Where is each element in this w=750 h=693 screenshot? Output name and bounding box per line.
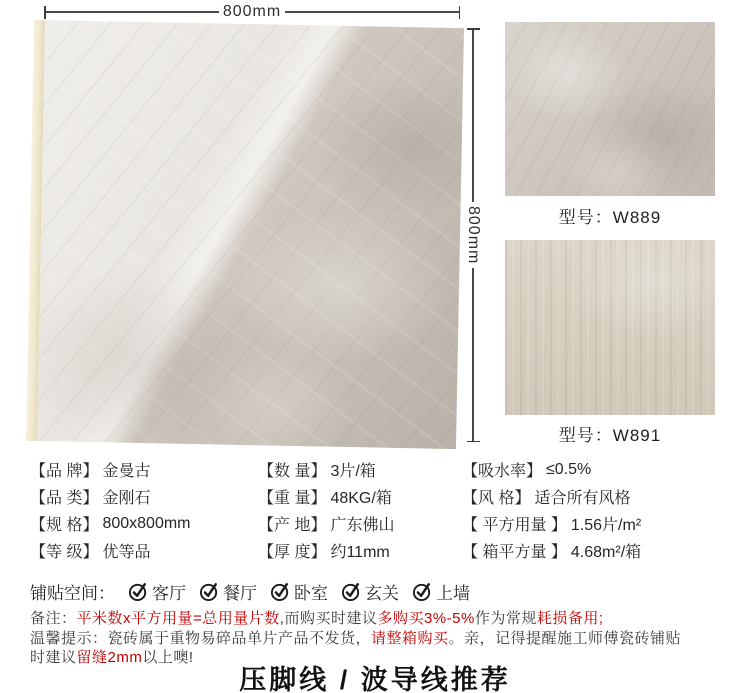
section-title-skirting-recommendation: 压脚线 / 波导线推荐 (239, 665, 511, 693)
width-dimension (44, 4, 460, 20)
dimension-line (472, 30, 474, 202)
spec-row-weight (258, 483, 462, 510)
dimension-tick (459, 6, 461, 19)
check-icon (270, 581, 291, 602)
spec-value: 3片/箱 (330, 463, 376, 480)
spec-value: 4.68m²/箱 (570, 544, 642, 561)
spec-row-quantity (258, 456, 462, 483)
spec-value: 金刚石 (102, 490, 151, 507)
width-dimension-label: 800mm (222, 3, 282, 20)
height-dimension-label: 800mm (465, 205, 482, 265)
space-item-bedroom (270, 579, 328, 604)
spec-label: 【重 量】 (258, 490, 327, 507)
note-text: 备注： (30, 610, 77, 627)
spec-label: 【厚 度】 (258, 544, 327, 561)
spec-value: 1.56片/m² (570, 517, 642, 534)
note-text: 以上噢! (142, 649, 194, 666)
spec-label: 【 箱平方量 】 (462, 544, 567, 561)
spec-column (258, 456, 462, 564)
spec-column (462, 456, 740, 564)
application-spaces-row (30, 579, 470, 603)
spec-label: 【风 格】 (462, 490, 531, 507)
spec-label: 【吸水率】 (462, 463, 543, 480)
note-text-highlight: 留缝2mm (76, 649, 143, 666)
spec-value: 800x800mm (102, 514, 191, 532)
spec-label: 【等 级】 (30, 544, 99, 561)
note-text-highlight: 请整箱购买 (371, 629, 449, 647)
spec-value: ≤0.5% (546, 460, 592, 478)
space-item-entryway (341, 579, 399, 604)
spec-value: 约11mm (330, 544, 390, 561)
spec-row-absorption (462, 456, 740, 483)
spec-row-thickness (258, 537, 462, 564)
note-text-highlight: 平米数x平方用量=总用量片数 (76, 610, 280, 627)
spec-row-brand (30, 456, 258, 483)
tile-marble-surface (37, 20, 464, 449)
space-label: 玄关 (365, 583, 399, 603)
spec-row-grade (30, 537, 258, 564)
spec-table (30, 456, 740, 564)
spec-label: 【数 量】 (258, 463, 327, 480)
spec-value: 适合所有风格 (534, 490, 631, 507)
note-text-highlight: 耗损备用; (536, 610, 604, 627)
height-dimension (464, 28, 482, 442)
spec-label: 【品 类】 (30, 490, 99, 507)
note-text: 。亲，记得提醒施工师傅瓷砖铺贴 (448, 629, 682, 647)
check-icon (128, 581, 149, 602)
space-item-wall (412, 579, 470, 604)
spec-row-size (30, 510, 258, 537)
spec-label: 【产 地】 (258, 517, 327, 534)
note-text: 温馨提示：瓷砖属于重物易碎品单片产品不发货， (30, 629, 372, 647)
spec-value: 优等品 (102, 544, 151, 561)
dimension-line (46, 11, 219, 13)
check-icon (341, 581, 362, 602)
spec-value: 广东佛山 (330, 517, 395, 534)
check-icon (412, 581, 433, 602)
note-text: 时建议 (30, 649, 77, 666)
space-label: 餐厅 (223, 583, 257, 603)
spaces-label: 铺贴空间： (30, 583, 115, 603)
space-label: 上墙 (436, 583, 470, 603)
sample-tile-w891 (505, 240, 715, 415)
check-icon (199, 581, 220, 602)
note-line-2 (30, 629, 740, 649)
space-item-dining-room (199, 579, 257, 604)
note-text: ,而购买时建议 (279, 610, 378, 627)
space-item-living-room (128, 579, 186, 604)
note-line-1 (30, 609, 740, 629)
spec-row-category (30, 483, 258, 510)
spec-value: 金曼古 (102, 463, 151, 480)
note-text: 作为常规 (474, 610, 537, 627)
sample-model-label: 型号：W891 (558, 426, 662, 445)
space-label: 客厅 (152, 583, 186, 603)
sample-model-label: 型号：W889 (558, 208, 662, 227)
spec-column (30, 456, 258, 564)
spec-row-sqm-per-box (462, 537, 740, 564)
spec-value: 48KG/箱 (330, 490, 392, 507)
spec-label: 【规 格】 (30, 517, 99, 534)
space-label: 卧室 (294, 583, 328, 603)
spec-label: 【 平方用量 】 (462, 517, 567, 534)
note-text-highlight: 多购买3%-5% (377, 610, 475, 627)
dimension-tick (467, 441, 480, 443)
spec-label: 【品 牌】 (30, 463, 99, 480)
spec-row-origin (258, 510, 462, 537)
dimension-line (472, 268, 474, 440)
sample-tile-w889 (505, 22, 715, 196)
spec-row-style (462, 483, 740, 510)
spec-row-tiles-per-sqm (462, 510, 740, 537)
dimension-line (285, 11, 458, 13)
main-tile-image (26, 20, 464, 449)
